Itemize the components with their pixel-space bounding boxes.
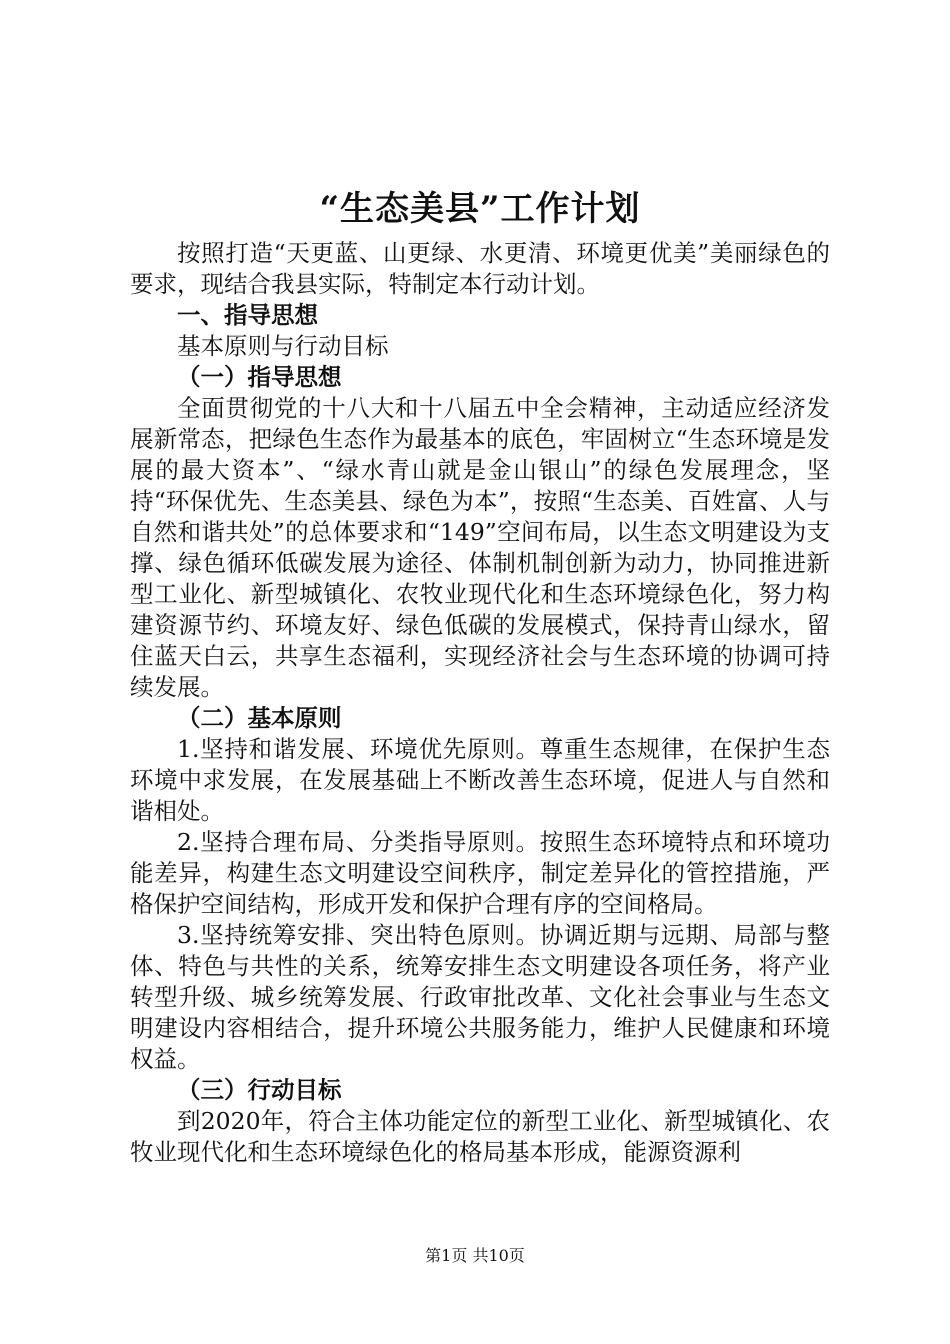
page-footer: 第1页 共10页: [425, 1246, 525, 1265]
principle-2-paragraph: 2.坚持合理布局、分类指导原则。按照生态环境特点和环境功能差异，构建生态文明建设空间秩序，制定差异化的管控措施，严格保护空间结构，形成开发和保护合理有序的空间格局。: [130, 828, 830, 918]
sub-heading-action-goals: （三）行动目标: [177, 1076, 342, 1104]
principle-1-paragraph: 1.坚持和谐发展、环境优先原则。尊重生态规律，在保护生态环境中求发展，在发展基础上不断改善生态环境，促进人与自然和谐相处。: [130, 735, 830, 825]
section-heading-guiding-thought: 一、指导思想: [177, 301, 318, 329]
document-title: “生态美县”工作计划: [319, 189, 641, 229]
action-goals-paragraph: 到2020年，符合主体功能定位的新型工业化、新型城镇化、农牧业现代化和生态环境绿色化的格局基本形成，能源资源利: [130, 1107, 830, 1166]
sub-heading-guiding-thought: （一）指导思想: [177, 363, 342, 391]
intro-paragraph: 按照打造“天更蓝、山更绿、水更清、环境更优美”美丽绿色的要求，现结合我县实际，特制定本行动计划。: [130, 239, 830, 298]
document-page: [130, 180, 830, 1168]
sub-heading-basic-principles: （二）基本原则: [177, 704, 342, 732]
guiding-thought-paragraph: 全面贯彻党的十八大和十八届五中全会精神，主动适应经济发展新常态，把绿色生态作为最基本的底色，牢固树立“生态环境是发展的最大资本”、“绿水青山就是金山银山”的绿色发展理念，坚持“环保优先、生态美县、绿色为本”，按照“生态美、百姓富、人与自然和谐共处”的总体要求和“149”空间布局，以生态文明建设为支撑、绿色循环低碳发展为途径、体制机制创新为动力，协同推进新型工业化、新型城镇化、农牧业现代化和生态环境绿色化，努力构建资源节约、环境友好、绿色低碳的发展模式，保持青山绿水，留住蓝天白云，共享生态福利，实现经济社会与生态环境的协调可持续发展。: [130, 394, 830, 701]
section-subtitle: 基本原则与行动目标: [177, 332, 389, 360]
principle-3-paragraph: 3.坚持统筹安排、突出特色原则。协调近期与远期、局部与整体、特色与共性的关系，统筹安排生态文明建设各项任务，将产业转型升级、城乡统筹发展、行政审批改革、文化社会事业与生态文明建设内容相结合，提升环境公共服务能力，维护人民健康和环境权益。: [130, 921, 830, 1073]
